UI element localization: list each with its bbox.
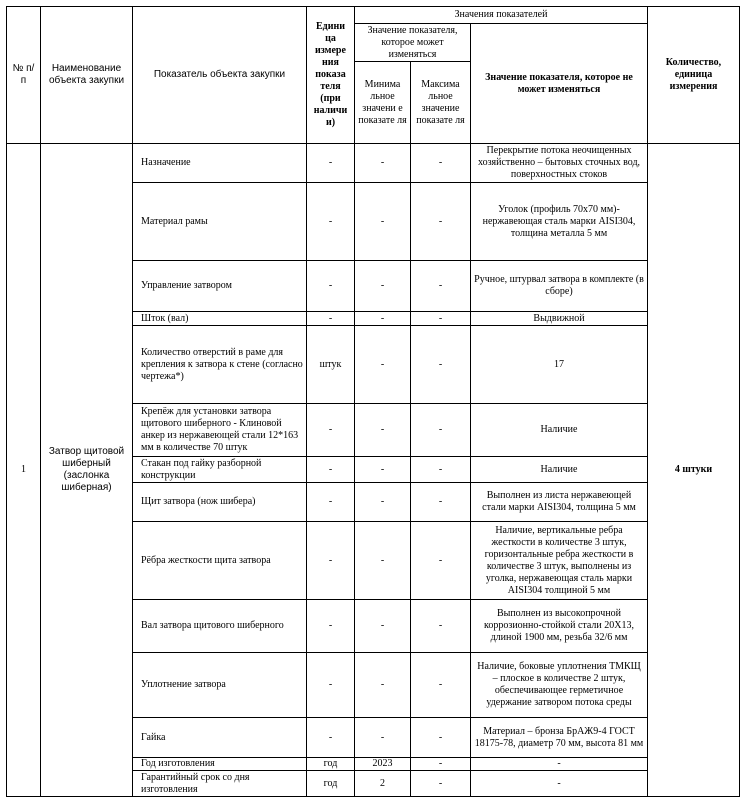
row-min: - [355, 600, 411, 653]
row-max: - [411, 758, 471, 771]
row-fixed: Наличие [471, 404, 648, 457]
row-max: - [411, 457, 471, 483]
header-num: № п/п [7, 7, 41, 144]
row-unit: - [307, 483, 355, 522]
row-fixed: Перекрытие потока неочищенных хозяйственно – бытовых сточных вод, поверхностных стоков [471, 144, 648, 183]
row-max: - [411, 183, 471, 261]
header-max: Максима льное значение показате ля [411, 62, 471, 144]
row-max: - [411, 718, 471, 758]
row-fixed: Ручное, штурвал затвора в комплекте (в сборе) [471, 261, 648, 312]
row-max: - [411, 144, 471, 183]
row-unit: - [307, 312, 355, 326]
row-unit: - [307, 144, 355, 183]
row-indicator: Крепёж для установки затвора щитового шиберного - Клиновой анкер из нержавеющей стали 12*163 мм в количестве 70 штук [133, 404, 307, 457]
header-quantity: Количество, единица измерения [648, 7, 740, 144]
row-fixed: Выполнен из высокопрочной коррозионно-стойкой стали 20Х13, длиной 1900 мм, резьба 32/6 мм [471, 600, 648, 653]
item-name: Затвор щитовой шиберный (заслонка шиберная) [41, 144, 133, 797]
row-indicator: Назначение [133, 144, 307, 183]
row-unit: - [307, 718, 355, 758]
row-indicator: Год изготовления [133, 758, 307, 771]
row-fixed: Наличие [471, 457, 648, 483]
row-min: - [355, 312, 411, 326]
row-indicator: Количество отверстий в раме для крепления к затвора к стене (согласно чертежа*) [133, 326, 307, 404]
row-unit: - [307, 457, 355, 483]
header-unit: Едини ца измере ния показа теля (при наличи и) [307, 7, 355, 144]
item-quantity: 4 штуки [648, 144, 740, 797]
row-fixed: Выполнен из листа нержавеющей стали марки AISI304, толщина 5 мм [471, 483, 648, 522]
table-body [7, 144, 740, 797]
table-header [7, 7, 740, 144]
header-values-group: Значения показателей [355, 7, 648, 24]
row-fixed: Наличие, боковые уплотнения ТМКЩ – плоское в количестве 2 штук, обеспечивающее герметичное удержание затвором потока среды [471, 653, 648, 718]
row-indicator: Управление затвором [133, 261, 307, 312]
row-indicator: Уплотнение затвора [133, 653, 307, 718]
row-unit: штук [307, 326, 355, 404]
row-max: - [411, 261, 471, 312]
row-min: - [355, 326, 411, 404]
row-unit: - [307, 522, 355, 600]
row-unit: год [307, 771, 355, 797]
header-object-name: Наименование объекта закупки [41, 7, 133, 144]
row-indicator: Гайка [133, 718, 307, 758]
row-unit: - [307, 600, 355, 653]
specification-table [6, 6, 740, 797]
row-min: - [355, 183, 411, 261]
row-max: - [411, 653, 471, 718]
row-max: - [411, 326, 471, 404]
row-fixed: - [471, 771, 648, 797]
row-fixed: Наличие, вертикальные ребра жесткости в количестве 3 штук, горизонтальные ребра жесткости в количестве 3 штук, выполнены из уголка, нержавеющая сталь марки AISI304 толщиной 5 мм [471, 522, 648, 600]
row-min: 2023 [355, 758, 411, 771]
row-min: - [355, 404, 411, 457]
header-changeable-group: Значение показателя, которое может изменяться [355, 24, 471, 62]
row-min: - [355, 653, 411, 718]
row-max: - [411, 483, 471, 522]
row-min: - [355, 522, 411, 600]
row-indicator: Гарантийный срок со дня изготовления [133, 771, 307, 797]
row-min: - [355, 261, 411, 312]
row-min: - [355, 144, 411, 183]
header-fixed: Значение показателя, которое не может изменяться [471, 24, 648, 144]
row-fixed: 17 [471, 326, 648, 404]
header-min: Минима льное значени е показате ля [355, 62, 411, 144]
item-number: 1 [7, 144, 41, 797]
row-indicator: Щит затвора (нож шибера) [133, 483, 307, 522]
row-indicator: Материал рамы [133, 183, 307, 261]
table-row [7, 144, 740, 183]
row-unit: - [307, 261, 355, 312]
header-indicator: Показатель объекта закупки [133, 7, 307, 144]
row-unit: - [307, 183, 355, 261]
row-max: - [411, 312, 471, 326]
row-indicator: Стакан под гайку разборной конструкции [133, 457, 307, 483]
row-unit: - [307, 653, 355, 718]
row-fixed: Выдвижной [471, 312, 648, 326]
row-max: - [411, 600, 471, 653]
row-min: 2 [355, 771, 411, 797]
row-min: - [355, 718, 411, 758]
row-max: - [411, 522, 471, 600]
row-indicator: Шток (вал) [133, 312, 307, 326]
row-fixed: Уголок (профиль 70х70 мм)- нержавеющая сталь марки AISI304, толщина металла 5 мм [471, 183, 648, 261]
row-indicator: Вал затвора щитового шиберного [133, 600, 307, 653]
row-fixed: - [471, 758, 648, 771]
row-unit: - [307, 404, 355, 457]
row-fixed: Материал – бронза БрАЖ9-4 ГОСТ 18175-78, диаметр 70 мм, высота 81 мм [471, 718, 648, 758]
row-max: - [411, 404, 471, 457]
row-min: - [355, 483, 411, 522]
row-indicator: Рёбра жесткости щита затвора [133, 522, 307, 600]
row-min: - [355, 457, 411, 483]
row-max: - [411, 771, 471, 797]
row-unit: год [307, 758, 355, 771]
document-page [6, 6, 739, 797]
